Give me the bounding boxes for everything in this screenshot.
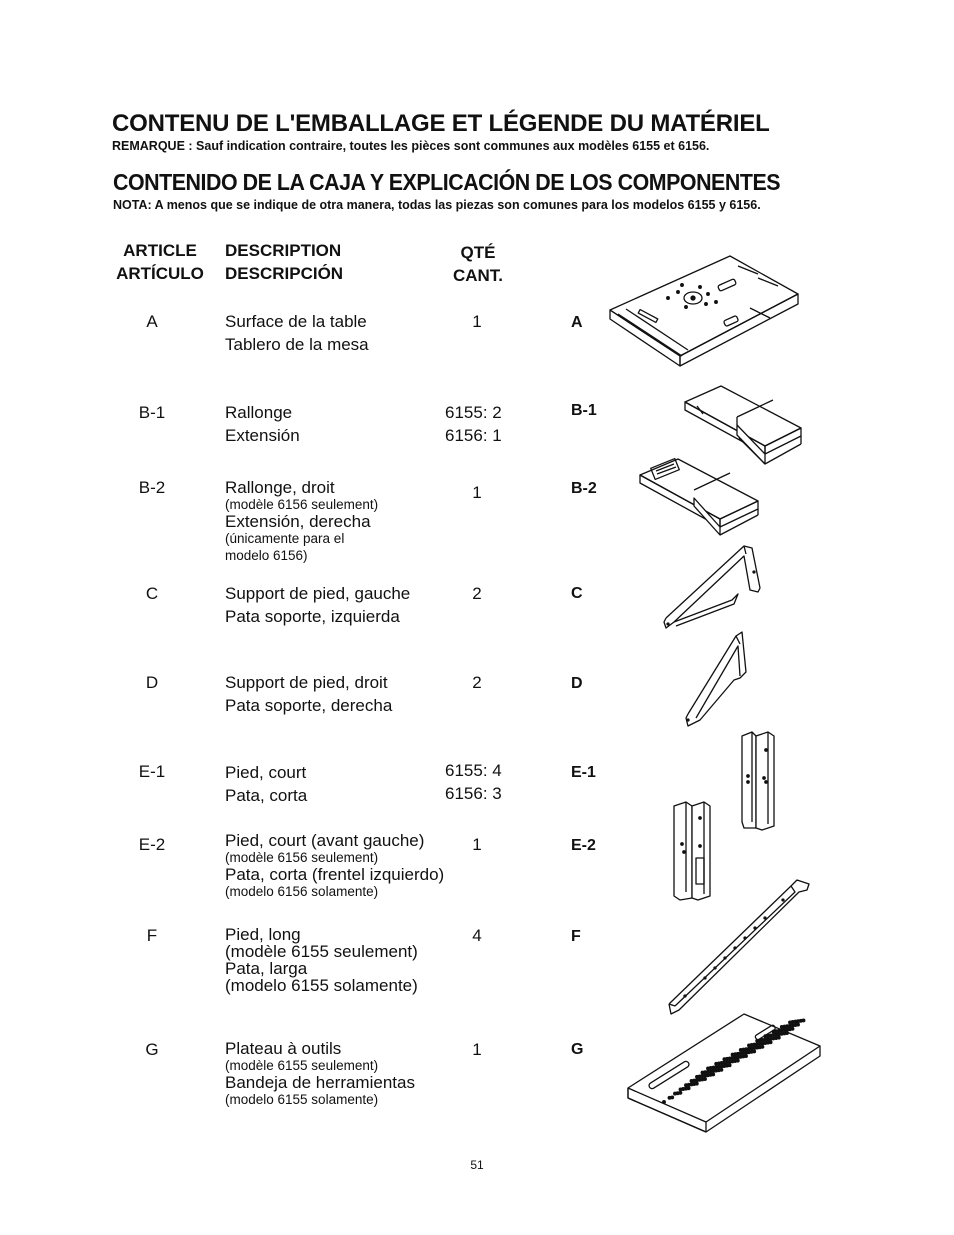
page-number: 51 <box>470 1158 484 1172</box>
tray-hole <box>731 1053 734 1056</box>
item-code-d: D <box>145 673 159 692</box>
title-french: CONTENU DE L'EMBALLAGE ET LÉGENDE DU MATÉRIEL <box>112 110 770 137</box>
item-code-b2: B-2 <box>138 478 166 497</box>
item-code-c: C <box>145 584 159 603</box>
tray-hole <box>756 1040 759 1043</box>
figure-label-f: F <box>571 928 581 945</box>
title-spanish: CONTENIDO DE LA CAJA Y EXPLICACIÓN DE LOS COMPONENTES <box>113 169 781 195</box>
item-qty-g: 1 <box>472 1040 482 1059</box>
item-qty-b2: 1 <box>472 483 482 502</box>
item-desc-b2: Rallonge, droit (modèle 6156 seulement) Extensión, derecha (únicamente para el modelo 6156) <box>225 478 379 563</box>
tray-hole <box>740 1049 743 1052</box>
column-header-article: ARTICLE ARTÍCULO <box>116 241 204 283</box>
item-qty-b1: 6155: 2 6156: 1 <box>445 403 502 445</box>
item-desc-e2: Pied, court (avant gauche) (modèle 6156 seulement) Pata, corta (frentel izquierdo) (modelo 6156 solamente) <box>225 831 445 899</box>
figure-label-a: A <box>571 314 583 331</box>
table-surface-illustration <box>608 252 808 370</box>
figure-label-e1: E-1 <box>571 764 596 781</box>
item-qty-e2: 1 <box>472 835 482 854</box>
item-qty-f: 4 <box>472 926 482 945</box>
note-french: REMARQUE : Sauf indication contraire, toutes les pièces sont communes aux modèles 6155 et 6156. <box>112 139 710 153</box>
figure-label-b2: B-2 <box>571 480 597 497</box>
item-code-b1: B-1 <box>138 403 166 422</box>
figure-label-g: G <box>571 1041 584 1058</box>
tray-hole <box>696 1076 699 1079</box>
item-desc-c: Support de pied, gauche Pata soporte, izquierda <box>225 584 411 626</box>
item-desc-g: Plateau à outils (modèle 6155 seulement) Bandeja de herramientas (modelo 6155 solamente) <box>225 1039 415 1107</box>
item-qty-a: 1 <box>472 312 482 331</box>
tray-hole <box>781 1026 784 1029</box>
item-desc-f: Pied, long (modèle 6155 seulement) Pata, larga (modelo 6155 solamente) <box>225 925 418 995</box>
figure-label-c: C <box>571 585 583 602</box>
item-desc-b1: Rallonge Extensión <box>225 403 300 445</box>
item-qty-e1: 6155: 4 6156: 3 <box>445 761 502 803</box>
item-desc-a: Surface de la table Tablero de la mesa <box>225 312 369 354</box>
figure-label-e2: E-2 <box>571 837 596 854</box>
tray-hole <box>707 1067 710 1070</box>
item-code-a: A <box>146 312 158 331</box>
tray-hole <box>690 1080 693 1083</box>
tray-hole <box>748 1044 751 1047</box>
tray-hole <box>764 1035 767 1038</box>
leg-support-left-illustration <box>662 542 768 632</box>
column-header-description: DESCRIPTION DESCRIPCIÓN <box>225 241 344 283</box>
tray-hole <box>685 1084 688 1087</box>
tool-tray-illustration <box>624 1010 828 1144</box>
leg-support-right-illustration <box>682 630 754 728</box>
tray-hole <box>679 1088 682 1091</box>
tray-hole <box>668 1097 671 1100</box>
item-code-e2: E-2 <box>138 835 166 854</box>
tray-hole <box>789 1021 792 1024</box>
tray-hole <box>723 1058 726 1061</box>
tray-hole <box>772 1030 775 1033</box>
short-leg-e1-illustration <box>738 730 780 832</box>
item-qty-d: 2 <box>472 673 482 692</box>
tray-hole <box>715 1063 718 1066</box>
figure-label-d: D <box>571 675 583 692</box>
tray-hole <box>701 1071 704 1074</box>
item-code-g: G <box>145 1040 159 1059</box>
figure-label-b1: B-1 <box>571 402 597 419</box>
item-desc-d: Support de pied, droit Pata soporte, derecha <box>225 673 393 715</box>
long-leg-illustration <box>665 878 813 1018</box>
item-desc-e1: Pied, court Pata, corta <box>225 763 308 805</box>
extension-b2-illustration <box>638 457 760 539</box>
tray-hole <box>674 1092 677 1095</box>
note-spanish: NOTA: A menos que se indique de otra manera, todas las piezas son comunes para los modelos 6155 y 6156. <box>113 198 761 212</box>
extension-b1-illustration <box>683 384 805 468</box>
tray-hole <box>663 1101 666 1104</box>
item-qty-c: 2 <box>472 584 482 603</box>
item-code-e1: E-1 <box>138 762 166 781</box>
item-code-f: F <box>146 926 158 945</box>
column-header-quantity: QTÉ CANT. <box>452 243 504 285</box>
